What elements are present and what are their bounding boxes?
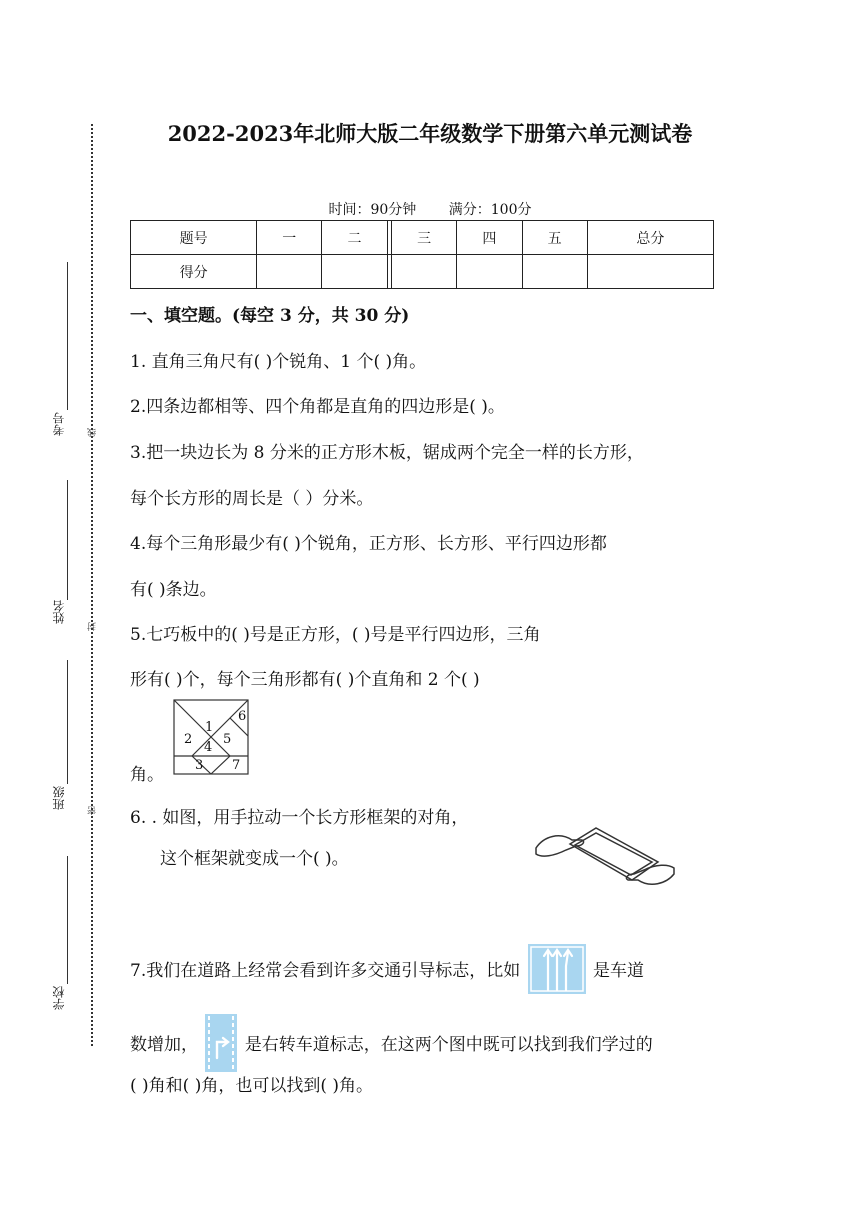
cell-header-6: 五	[522, 221, 587, 255]
tangram-label-6: 6	[238, 709, 247, 724]
question-7-line2	[130, 1014, 653, 1072]
question-4-line2: 有( )条边。	[130, 580, 217, 600]
question-7-line3: ( )角和( )角，也可以找到( )角。	[130, 1076, 374, 1096]
score-table	[130, 220, 714, 289]
question-5-line3: 角。	[130, 765, 164, 785]
side-label-xingming: 姓名	[52, 600, 66, 624]
side-label-feng: 封	[88, 622, 98, 631]
pulled-frame-illustration	[530, 818, 680, 894]
tangram-label-2: 2	[184, 732, 193, 747]
cell-header-4: 三	[392, 221, 457, 255]
score-cell[interactable]	[257, 255, 322, 289]
side-label-mi: 密	[88, 806, 98, 815]
side-label-xuexiao: 学校	[52, 986, 66, 1010]
tangram-label-3: 3	[195, 758, 204, 773]
tangram-label-5: 5	[223, 732, 232, 747]
question-3-line1: 3.把一块边长为 8 分米的正方形木板，锯成两个完全一样的长方形，	[130, 443, 644, 463]
question-7-line1-text-end: 是车道	[593, 961, 645, 981]
question-6-line2: 这个框架就变成一个( )。	[160, 849, 349, 869]
question-6-line1: 6. . 如图，用手拉动一个长方形框架的对角，	[130, 808, 469, 828]
side-rule-banji	[67, 660, 68, 784]
question-7-line1-text: 7.我们在道路上经常会看到许多交通引导标志，比如	[130, 961, 521, 981]
exam-meta	[0, 199, 860, 219]
side-rule-xuexiao	[67, 856, 68, 984]
lane-increase-sign-icon	[528, 944, 586, 994]
cell-header-2: 二	[322, 221, 387, 255]
score-table-row	[131, 255, 714, 289]
binding-dotted-line	[91, 124, 93, 1046]
question-2: 2.四条边都相等、四个角都是直角的四边形是( )。	[130, 397, 505, 417]
cell-header-5: 四	[457, 221, 522, 255]
tangram-figure	[172, 698, 250, 776]
question-5-line2: 形有( )个，每个三角形都有( )个直角和 2 个( )	[130, 670, 480, 690]
tangram-label-4: 4	[204, 740, 213, 755]
right-turn-lane-sign-icon	[205, 1014, 237, 1072]
page-title: 2022-2023年北师大版二年级数学下册第六单元测试卷	[167, 121, 693, 146]
score-table-header	[131, 221, 714, 255]
question-5-line1: 5.七巧板中的( )号是正方形，( )号是平行四边形，三角	[130, 625, 541, 645]
question-3-line2: 每个长方形的周长是（ ）分米。	[130, 489, 374, 509]
cell-row-label: 得分	[131, 255, 257, 289]
tangram-label-7: 7	[232, 758, 241, 773]
side-rule-kaohao	[67, 262, 68, 410]
score-cell[interactable]	[522, 255, 587, 289]
score-cell[interactable]	[322, 255, 387, 289]
side-label-kaohao: 考号	[52, 412, 66, 436]
side-label-banji: 班级	[52, 786, 66, 810]
exam-time: 时间：90分钟	[328, 202, 417, 218]
exam-full-score: 满分：100分	[448, 202, 532, 218]
question-1: 1. 直角三角尺有( )个锐角、1 个( )角。	[130, 352, 427, 372]
score-cell[interactable]	[392, 255, 457, 289]
score-cell[interactable]	[457, 255, 522, 289]
side-rule-xingming	[67, 480, 68, 600]
tangram-label-1: 1	[205, 720, 214, 735]
question-7-line2-text: 数增加，	[130, 1035, 198, 1055]
score-cell[interactable]	[587, 255, 713, 289]
cell-header-7: 总分	[587, 221, 713, 255]
side-label-xian: 线	[88, 428, 98, 437]
question-7-line1	[130, 944, 644, 994]
question-4-line1: 4.每个三角形最少有( )个锐角，正方形、长方形、平行四边形都	[130, 534, 607, 554]
cell-header-0: 题号	[131, 221, 257, 255]
cell-header-1: 一	[257, 221, 322, 255]
section-heading: 一、填空题。(每空 3 分，共 30 分)	[130, 306, 410, 326]
question-7-line2-text-end: 是右转车道标志，在这两个图中既可以找到我们学过的	[244, 1035, 653, 1055]
